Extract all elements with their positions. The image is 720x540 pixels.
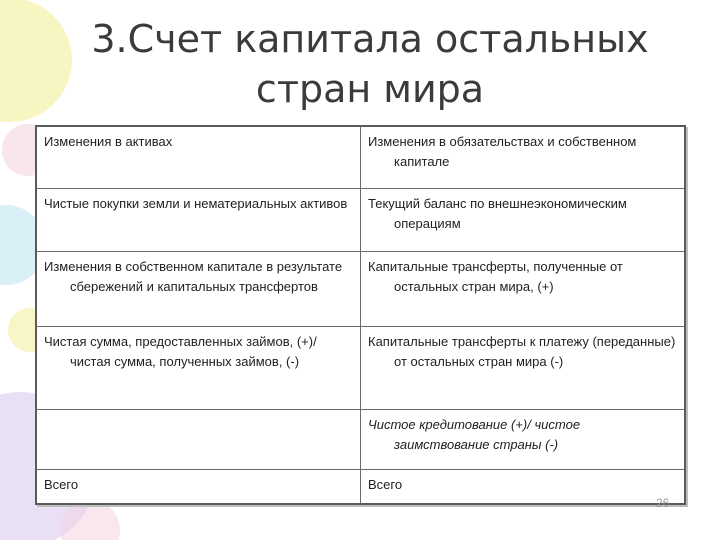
slide-title — [40, 14, 700, 114]
slide-title-line1: 3.Счет капитала остальных — [91, 17, 649, 61]
cell-text: Текущий баланс по внешнеэкономическим операциям — [368, 195, 627, 231]
capital-account-table — [35, 125, 686, 505]
slide-title-line2: стран мира — [255, 67, 485, 111]
cell-text: Капитальные трансферты к платежу (переданные) от остальных стран мира (-) — [368, 333, 676, 369]
table-cell-right — [361, 326, 686, 409]
slide-number: 26 — [656, 496, 670, 510]
table-cell-left-empty — [36, 409, 361, 469]
cell-text: Всего — [368, 476, 403, 492]
cell-text: Чистые покупки земли и нематериальных активов — [44, 195, 348, 211]
table-row — [36, 251, 685, 326]
table-cell-right — [361, 126, 686, 188]
table-cell-left — [36, 126, 361, 188]
table-row — [36, 188, 685, 251]
table-cell-right — [361, 409, 686, 469]
cell-text: Всего — [44, 476, 79, 492]
table-cell-left — [36, 326, 361, 409]
table-cell-left-total — [36, 469, 361, 504]
table-cell-right — [361, 251, 686, 326]
table-cell-left — [36, 188, 361, 251]
table-row — [36, 469, 685, 504]
cell-text: Чистое кредитование (+)/ чистое заимствование страны (-) — [368, 416, 581, 452]
table-row — [36, 326, 685, 409]
table-row — [36, 126, 685, 188]
table-cell-right-total — [361, 469, 686, 504]
cell-text: Изменения в обязательствах и собственном капитале — [368, 134, 637, 169]
table-row — [36, 409, 685, 469]
table-cell-right — [361, 188, 686, 251]
cell-text: Изменения в активах — [44, 134, 173, 149]
cell-text: Изменения в собственном капитале в результате сбережений и капитальных трансфертов — [44, 258, 343, 294]
cell-text: Чистая сумма, предоставленных займов, (+)/ чистая сумма, полученных займов, (-) — [44, 333, 317, 369]
table-cell-left — [36, 251, 361, 326]
cell-text: Капитальные трансферты, полученные от остальных стран мира, (+) — [368, 258, 623, 294]
